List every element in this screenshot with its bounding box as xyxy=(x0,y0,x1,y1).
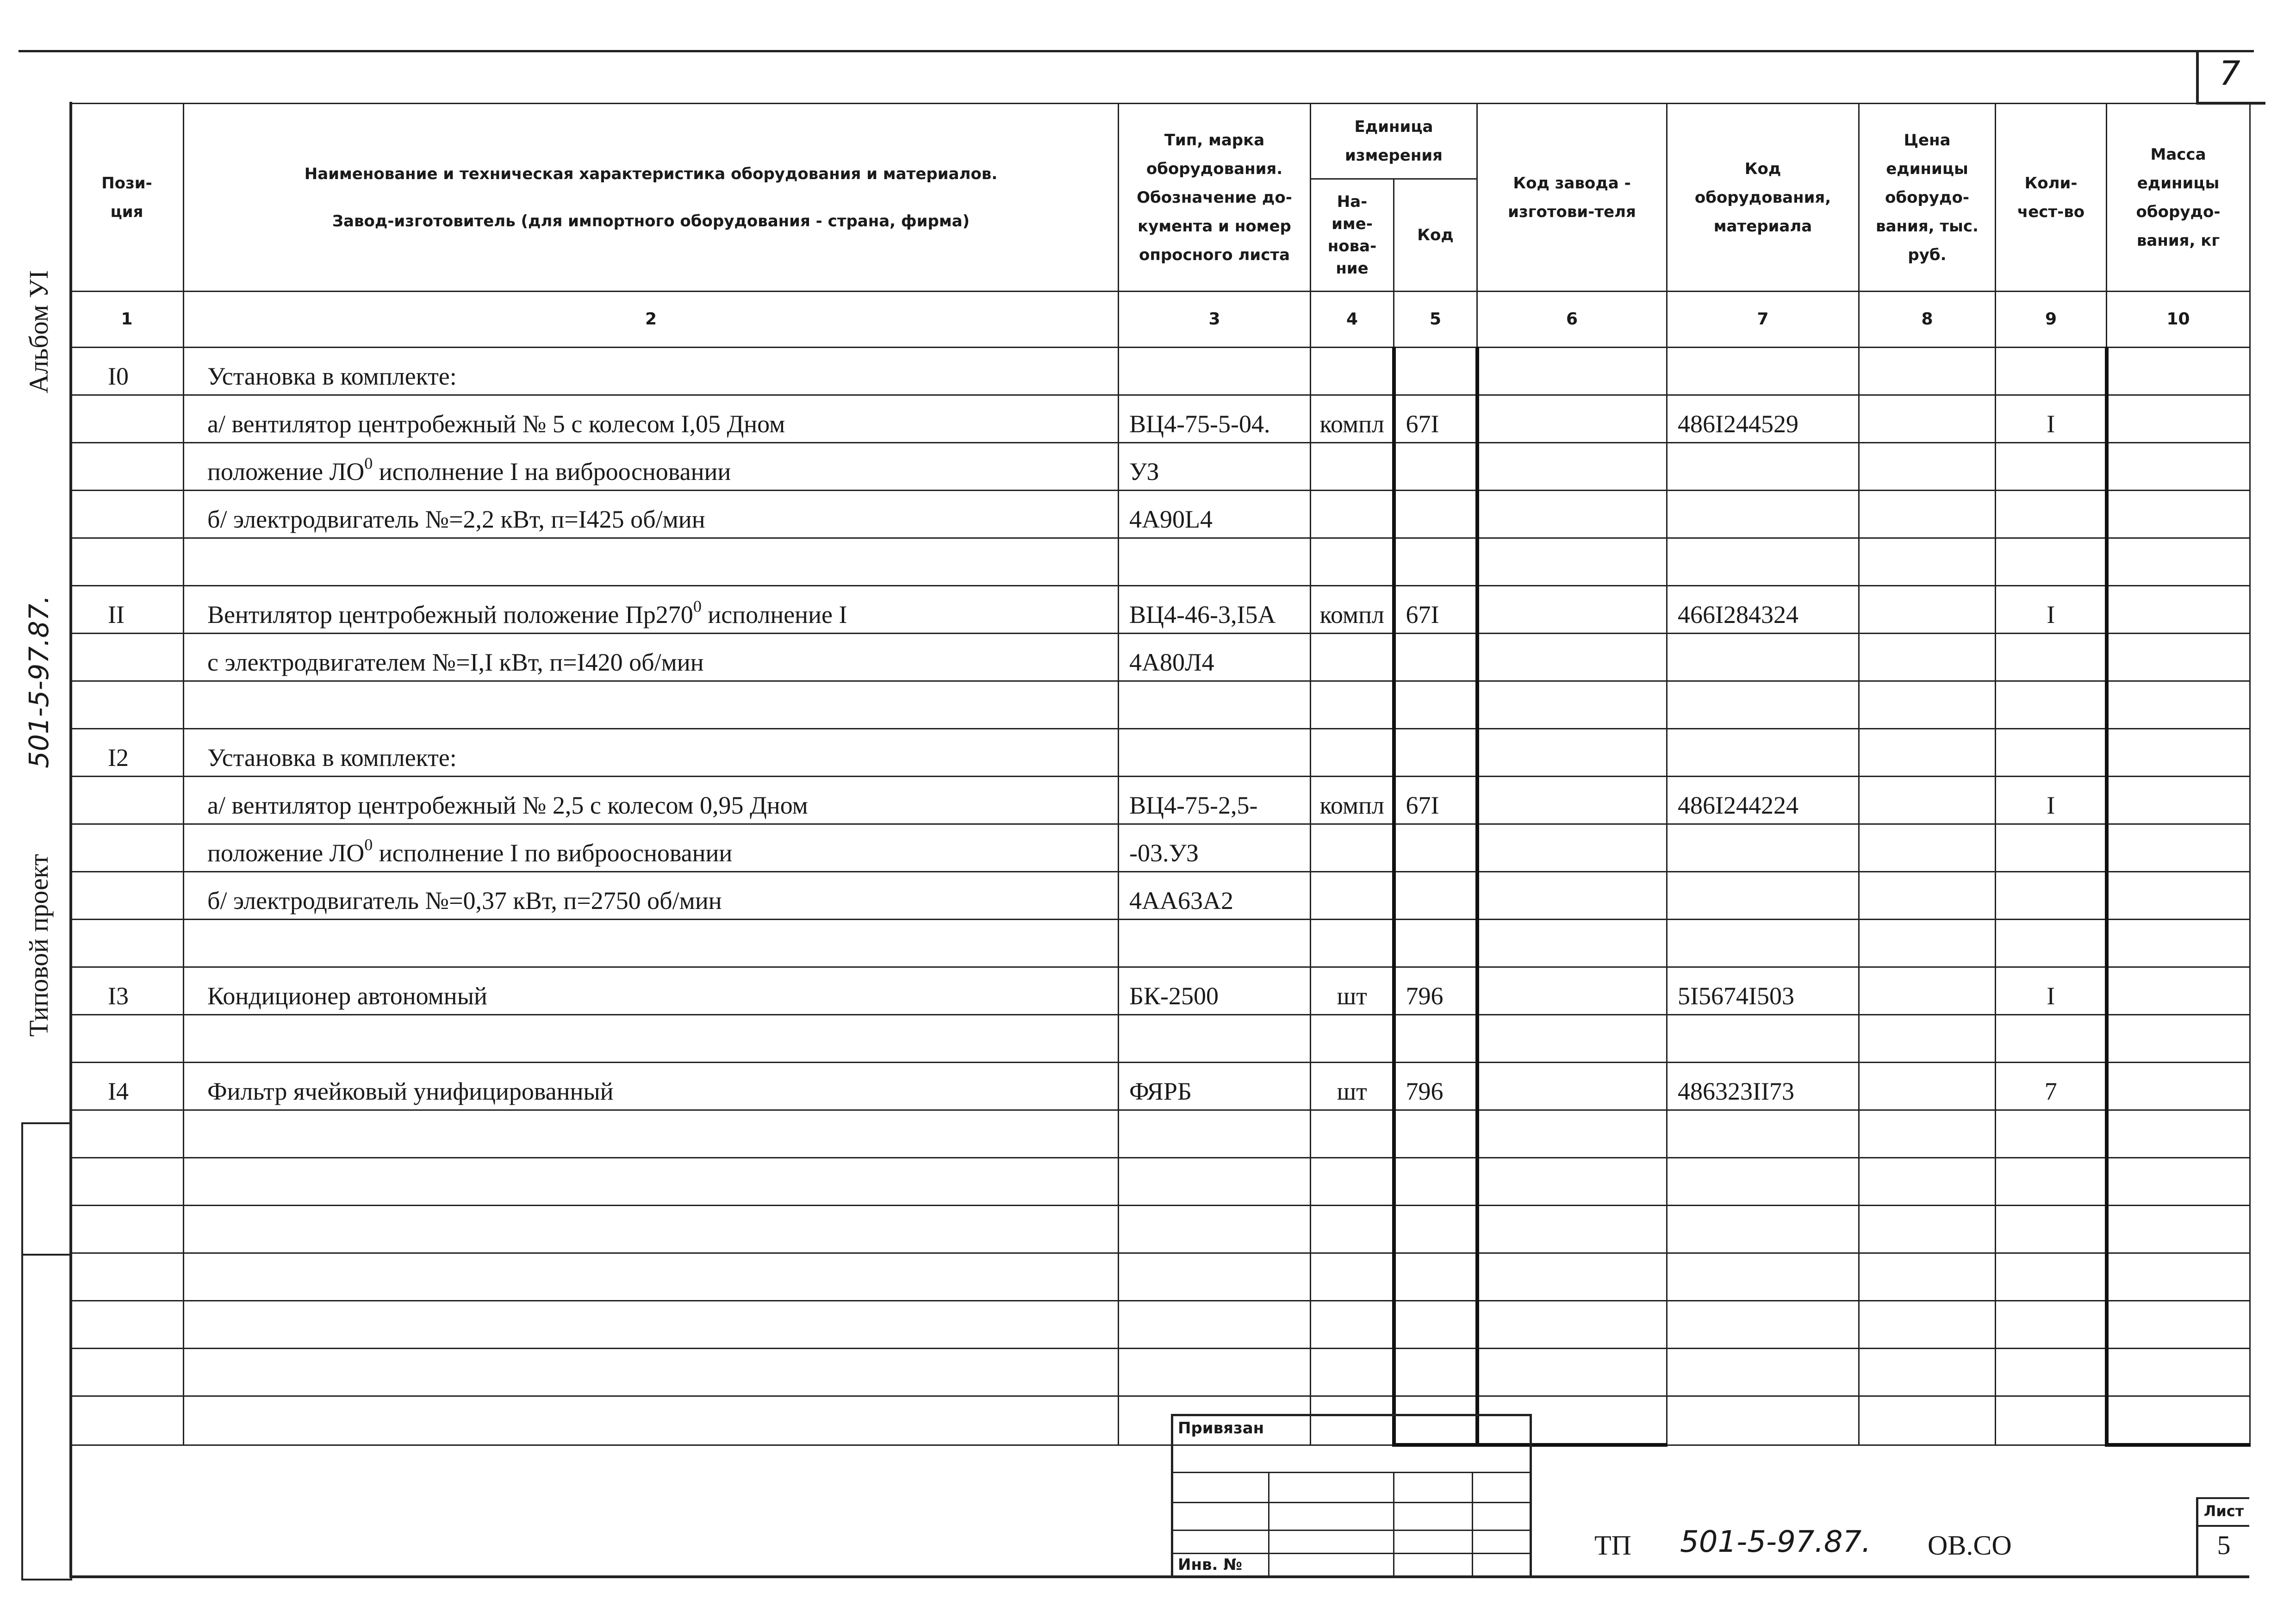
table-row xyxy=(70,920,2250,967)
row-type xyxy=(1119,1015,1311,1063)
row-type xyxy=(1119,1158,1311,1206)
row-name: б/ электродвигатель №=0,37 кВт, п=2750 об/мин xyxy=(184,872,1119,920)
header-mass: Масса единицы оборудо-вания, кг xyxy=(2107,104,2250,292)
row-quantity xyxy=(1996,1206,2107,1253)
colnum-6: 6 xyxy=(1477,292,1667,348)
row-factory-code xyxy=(1477,1063,1667,1110)
row-price xyxy=(1859,634,1996,681)
row-name: а/ вентилятор центробежный № 5 с колесом I,05 Дном xyxy=(184,395,1119,443)
row-position xyxy=(70,872,184,920)
row-mass xyxy=(2107,538,2250,586)
row-name xyxy=(184,1206,1119,1253)
row-name: Установка в комплекте: xyxy=(184,348,1119,395)
header-equipment-code: Код оборудования, материала xyxy=(1667,104,1859,292)
row-mass xyxy=(2107,1396,2250,1445)
row-unit-code: 67I xyxy=(1394,395,1477,443)
table-row xyxy=(70,729,2250,777)
row-unit-code xyxy=(1394,872,1477,920)
row-type: УЗ xyxy=(1119,443,1311,491)
table-body xyxy=(70,348,2250,1445)
colnum-5: 5 xyxy=(1394,292,1477,348)
row-price xyxy=(1859,872,1996,920)
table-row xyxy=(70,1158,2250,1206)
row-price xyxy=(1859,967,1996,1015)
row-equipment-code: 466I284324 xyxy=(1667,586,1859,634)
row-mass xyxy=(2107,1063,2250,1110)
row-type xyxy=(1119,1349,1311,1396)
table-row xyxy=(70,395,2250,443)
row-factory-code xyxy=(1477,348,1667,395)
row-quantity xyxy=(1996,681,2107,729)
row-unit-code xyxy=(1394,491,1477,538)
row-type: БК-2500 xyxy=(1119,967,1311,1015)
row-name xyxy=(184,1110,1119,1158)
header-factory-code: Код завода - изготови-теля xyxy=(1477,104,1667,292)
row-unit-code: 67I xyxy=(1394,586,1477,634)
row-unit-code xyxy=(1394,538,1477,586)
colnum-1: 1 xyxy=(70,292,184,348)
row-unit-code xyxy=(1394,824,1477,872)
row-name xyxy=(184,1396,1119,1445)
row-unit xyxy=(1311,443,1394,491)
row-position xyxy=(70,1301,184,1349)
row-equipment-code xyxy=(1667,348,1859,395)
row-unit xyxy=(1311,1206,1394,1253)
row-price xyxy=(1859,1396,1996,1445)
row-position xyxy=(70,920,184,967)
row-position xyxy=(70,1349,184,1396)
row-unit: шт xyxy=(1311,967,1394,1015)
row-type: -03.УЗ xyxy=(1119,824,1311,872)
row-position xyxy=(70,491,184,538)
row-type xyxy=(1119,348,1311,395)
row-factory-code xyxy=(1477,824,1667,872)
row-name: Кондиционер автономный xyxy=(184,967,1119,1015)
row-price xyxy=(1859,777,1996,824)
row-price xyxy=(1859,1158,1996,1206)
row-quantity: I xyxy=(1996,777,2107,824)
row-factory-code xyxy=(1477,538,1667,586)
row-quantity xyxy=(1996,443,2107,491)
row-unit xyxy=(1311,920,1394,967)
row-mass xyxy=(2107,1206,2250,1253)
row-quantity xyxy=(1996,538,2107,586)
row-unit-code xyxy=(1394,1301,1477,1349)
row-unit xyxy=(1311,1158,1394,1206)
row-position xyxy=(70,1110,184,1158)
row-equipment-code xyxy=(1667,920,1859,967)
row-equipment-code: 486I244224 xyxy=(1667,777,1859,824)
row-unit: компл xyxy=(1311,395,1394,443)
row-equipment-code xyxy=(1667,729,1859,777)
row-position xyxy=(70,395,184,443)
row-factory-code xyxy=(1477,1349,1667,1396)
sheet-label: Лист xyxy=(2198,1497,2249,1527)
header-name-line1: Наименование и техническая характеристика оборудования и материалов. xyxy=(304,164,998,183)
header-quantity: Коли-чест-во xyxy=(1996,104,2107,292)
row-position: I4 xyxy=(70,1063,184,1110)
table-row xyxy=(70,1253,2250,1301)
row-unit-code xyxy=(1394,1206,1477,1253)
row-unit-code: 67I xyxy=(1394,777,1477,824)
row-name xyxy=(184,1253,1119,1301)
row-price xyxy=(1859,348,1996,395)
table-row xyxy=(70,1349,2250,1396)
row-mass xyxy=(2107,681,2250,729)
row-equipment-code xyxy=(1667,1349,1859,1396)
row-price xyxy=(1859,824,1996,872)
row-factory-code xyxy=(1477,491,1667,538)
row-unit-code: 796 xyxy=(1394,967,1477,1015)
row-unit: шт xyxy=(1311,1063,1394,1110)
row-type: ФЯРБ xyxy=(1119,1063,1311,1110)
table-row xyxy=(70,824,2250,872)
row-unit xyxy=(1311,872,1394,920)
row-name xyxy=(184,920,1119,967)
row-position: I0 xyxy=(70,348,184,395)
row-unit-code xyxy=(1394,1349,1477,1396)
row-position xyxy=(70,1158,184,1206)
row-quantity xyxy=(1996,1158,2107,1206)
row-quantity xyxy=(1996,1015,2107,1063)
row-unit xyxy=(1311,634,1394,681)
doc-mark: ОВ.СО xyxy=(1928,1530,2012,1561)
row-unit-code xyxy=(1394,729,1477,777)
row-unit: компл xyxy=(1311,777,1394,824)
row-position xyxy=(70,1253,184,1301)
row-mass xyxy=(2107,491,2250,538)
table-row xyxy=(70,443,2250,491)
row-name: с электродвигателем №=I,I кВт, п=I420 об/мин xyxy=(184,634,1119,681)
row-quantity xyxy=(1996,920,2107,967)
row-quantity: I xyxy=(1996,586,2107,634)
row-type: 4А90L4 xyxy=(1119,491,1311,538)
top-rule xyxy=(19,50,2254,52)
row-price xyxy=(1859,443,1996,491)
row-price xyxy=(1859,920,1996,967)
row-equipment-code xyxy=(1667,1253,1859,1301)
doc-tp-label: ТП xyxy=(1594,1530,1631,1561)
table-row xyxy=(70,1206,2250,1253)
row-type: ВЦ4-75-2,5- xyxy=(1119,777,1311,824)
header-row xyxy=(70,104,2250,179)
row-position xyxy=(70,443,184,491)
row-equipment-code xyxy=(1667,1206,1859,1253)
row-name xyxy=(184,1301,1119,1349)
side-stamp-box xyxy=(21,1122,72,1580)
row-unit xyxy=(1311,1253,1394,1301)
row-position xyxy=(70,824,184,872)
row-unit-code xyxy=(1394,1015,1477,1063)
row-name: Установка в комплекте: xyxy=(184,729,1119,777)
table-row xyxy=(70,1396,2250,1445)
table-row xyxy=(70,634,2250,681)
row-quantity xyxy=(1996,872,2107,920)
row-mass xyxy=(2107,920,2250,967)
colnum-4: 4 xyxy=(1311,292,1394,348)
row-equipment-code xyxy=(1667,634,1859,681)
row-factory-code xyxy=(1477,1253,1667,1301)
header-type: Тип, марка оборудования. Обозначение до-кумента и номер опросного листа xyxy=(1119,104,1311,292)
row-name: Вентилятор центробежный положение $Пр270^0$ исполнение I xyxy=(184,586,1119,634)
row-equipment-code xyxy=(1667,1110,1859,1158)
colnum-3: 3 xyxy=(1119,292,1311,348)
specification-table xyxy=(69,103,2251,1447)
row-type xyxy=(1119,1110,1311,1158)
table-row xyxy=(70,967,2250,1015)
row-quantity: 7 xyxy=(1996,1063,2107,1110)
row-name xyxy=(184,538,1119,586)
colnum-2: 2 xyxy=(184,292,1119,348)
row-equipment-code xyxy=(1667,1396,1859,1445)
row-position xyxy=(70,1206,184,1253)
colnum-10: 10 xyxy=(2107,292,2250,348)
header-unit-group: Единица измерения xyxy=(1311,104,1477,179)
row-name xyxy=(184,1015,1119,1063)
row-quantity xyxy=(1996,348,2107,395)
colnum-8: 8 xyxy=(1859,292,1996,348)
row-equipment-code xyxy=(1667,1158,1859,1206)
row-unit-code xyxy=(1394,1253,1477,1301)
row-mass xyxy=(2107,586,2250,634)
row-factory-code xyxy=(1477,395,1667,443)
row-unit xyxy=(1311,1301,1394,1349)
row-factory-code xyxy=(1477,586,1667,634)
row-price xyxy=(1859,1206,1996,1253)
row-mass xyxy=(2107,1301,2250,1349)
header-price: Цена единицы оборудо-вания, тыс. руб. xyxy=(1859,104,1996,292)
row-mass xyxy=(2107,1158,2250,1206)
row-equipment-code: 5I5674I503 xyxy=(1667,967,1859,1015)
row-unit: компл xyxy=(1311,586,1394,634)
row-quantity xyxy=(1996,1396,2107,1445)
row-equipment-code xyxy=(1667,1015,1859,1063)
row-mass xyxy=(2107,443,2250,491)
row-type xyxy=(1119,1206,1311,1253)
row-type: 4А80Л4 xyxy=(1119,634,1311,681)
row-position: I3 xyxy=(70,967,184,1015)
row-equipment-code xyxy=(1667,491,1859,538)
row-equipment-code xyxy=(1667,538,1859,586)
row-unit xyxy=(1311,1349,1394,1396)
row-quantity: I xyxy=(1996,967,2107,1015)
row-equipment-code: 486I244529 xyxy=(1667,395,1859,443)
row-factory-code xyxy=(1477,777,1667,824)
row-quantity xyxy=(1996,634,2107,681)
row-unit xyxy=(1311,824,1394,872)
row-price xyxy=(1859,1253,1996,1301)
header-unit-code: Код xyxy=(1394,179,1477,292)
row-price xyxy=(1859,729,1996,777)
row-equipment-code xyxy=(1667,443,1859,491)
row-type xyxy=(1119,681,1311,729)
row-mass xyxy=(2107,872,2250,920)
row-factory-code xyxy=(1477,1301,1667,1349)
row-name: положение $ЛО^0$ исполнение I по виброосновании xyxy=(184,824,1119,872)
row-quantity xyxy=(1996,1110,2107,1158)
table-row xyxy=(70,348,2250,395)
row-mass xyxy=(2107,348,2250,395)
row-price xyxy=(1859,1301,1996,1349)
row-unit-code: 796 xyxy=(1394,1063,1477,1110)
table-row xyxy=(70,586,2250,634)
row-mass xyxy=(2107,1349,2250,1396)
colnum-7: 7 xyxy=(1667,292,1859,348)
sheet-number-box xyxy=(2196,1497,2249,1578)
row-position xyxy=(70,777,184,824)
row-unit xyxy=(1311,538,1394,586)
row-quantity: I xyxy=(1996,395,2107,443)
row-equipment-code: 486323II73 xyxy=(1667,1063,1859,1110)
table-row xyxy=(70,491,2250,538)
row-unit xyxy=(1311,491,1394,538)
row-quantity xyxy=(1996,1349,2107,1396)
row-name xyxy=(184,1158,1119,1206)
row-factory-code xyxy=(1477,920,1667,967)
row-type xyxy=(1119,729,1311,777)
row-name xyxy=(184,1349,1119,1396)
row-price xyxy=(1859,681,1996,729)
row-position xyxy=(70,634,184,681)
bound-label: Привязан xyxy=(1178,1419,1264,1437)
row-factory-code xyxy=(1477,872,1667,920)
colnum-9: 9 xyxy=(1996,292,2107,348)
row-name: а/ вентилятор центробежный № 2,5 с колесом 0,95 Дном xyxy=(184,777,1119,824)
title-block xyxy=(1171,1414,1532,1578)
row-unit-code xyxy=(1394,348,1477,395)
row-name: б/ электродвигатель №=2,2 кВт, п=I425 об/мин xyxy=(184,491,1119,538)
album-label: Альбом УI xyxy=(24,270,54,393)
table-row xyxy=(70,872,2250,920)
row-price xyxy=(1859,1110,1996,1158)
row-mass xyxy=(2107,634,2250,681)
row-type: 4АА63А2 xyxy=(1119,872,1311,920)
row-unit-code xyxy=(1394,634,1477,681)
header-name xyxy=(184,104,1119,292)
row-unit xyxy=(1311,348,1394,395)
row-price xyxy=(1859,586,1996,634)
table-row xyxy=(70,681,2250,729)
table-row xyxy=(70,1301,2250,1349)
row-type: ВЦ4-46-3,I5А xyxy=(1119,586,1311,634)
row-mass xyxy=(2107,729,2250,777)
row-equipment-code xyxy=(1667,824,1859,872)
inventory-number-label: Инв. № xyxy=(1178,1556,1243,1574)
row-mass xyxy=(2107,1110,2250,1158)
row-unit-code xyxy=(1394,443,1477,491)
row-price xyxy=(1859,1349,1996,1396)
row-position xyxy=(70,1015,184,1063)
row-price xyxy=(1859,538,1996,586)
sheet-corner-number: 7 xyxy=(2219,54,2240,93)
row-equipment-code xyxy=(1667,1301,1859,1349)
row-factory-code xyxy=(1477,967,1667,1015)
row-unit xyxy=(1311,1015,1394,1063)
row-type xyxy=(1119,920,1311,967)
row-factory-code xyxy=(1477,729,1667,777)
row-quantity xyxy=(1996,491,2107,538)
row-position xyxy=(70,1396,184,1445)
row-type: ВЦ4-75-5-04. xyxy=(1119,395,1311,443)
row-factory-code xyxy=(1477,1206,1667,1253)
row-price xyxy=(1859,1063,1996,1110)
header-unit-name: На-име-нова-ние xyxy=(1311,179,1394,292)
header-position: Пози- ция xyxy=(70,104,184,292)
row-factory-code xyxy=(1477,1110,1667,1158)
sheet-number: 5 xyxy=(2217,1530,2231,1560)
row-mass xyxy=(2107,967,2250,1015)
row-factory-code xyxy=(1477,1158,1667,1206)
row-unit xyxy=(1311,681,1394,729)
project-type-label: Типовой проект xyxy=(24,854,54,1037)
row-price xyxy=(1859,491,1996,538)
row-unit-code xyxy=(1394,1110,1477,1158)
row-mass xyxy=(2107,1253,2250,1301)
row-mass xyxy=(2107,1015,2250,1063)
row-price xyxy=(1859,1015,1996,1063)
row-price xyxy=(1859,395,1996,443)
row-unit-code xyxy=(1394,681,1477,729)
header-name-line2: Завод-изготовитель (для импортного оборудования - страна, фирма) xyxy=(332,212,970,230)
row-unit-code xyxy=(1394,920,1477,967)
row-position xyxy=(70,681,184,729)
row-mass xyxy=(2107,777,2250,824)
row-quantity xyxy=(1996,1301,2107,1349)
table-row xyxy=(70,777,2250,824)
row-unit-code xyxy=(1394,1158,1477,1206)
row-name: Фильтр ячейковый унифицированный xyxy=(184,1063,1119,1110)
row-position: I2 xyxy=(70,729,184,777)
row-equipment-code xyxy=(1667,681,1859,729)
column-numbers-row xyxy=(70,292,2250,348)
row-type xyxy=(1119,538,1311,586)
row-factory-code xyxy=(1477,634,1667,681)
side-project-code: 501-5-97.87. xyxy=(23,595,55,768)
row-factory-code xyxy=(1477,1015,1667,1063)
row-unit xyxy=(1311,729,1394,777)
row-unit xyxy=(1311,1110,1394,1158)
table-row xyxy=(70,538,2250,586)
row-type xyxy=(1119,1253,1311,1301)
row-name xyxy=(184,681,1119,729)
row-quantity xyxy=(1996,824,2107,872)
row-equipment-code xyxy=(1667,872,1859,920)
row-quantity xyxy=(1996,1253,2107,1301)
row-type xyxy=(1119,1301,1311,1349)
table-row xyxy=(70,1110,2250,1158)
sheet-rule xyxy=(2196,1497,2249,1499)
row-name: положение $ЛО^0$ исполнение I на виброосновании xyxy=(184,443,1119,491)
row-factory-code xyxy=(1477,681,1667,729)
row-quantity xyxy=(1996,729,2107,777)
row-mass xyxy=(2107,824,2250,872)
row-position xyxy=(70,538,184,586)
row-mass xyxy=(2107,395,2250,443)
table-row xyxy=(70,1063,2250,1110)
row-factory-code xyxy=(1477,443,1667,491)
sheet-corner-box xyxy=(2196,50,2265,105)
row-position: II xyxy=(70,586,184,634)
table-row xyxy=(70,1015,2250,1063)
doc-number: 501-5-97.87. xyxy=(1680,1525,1871,1559)
